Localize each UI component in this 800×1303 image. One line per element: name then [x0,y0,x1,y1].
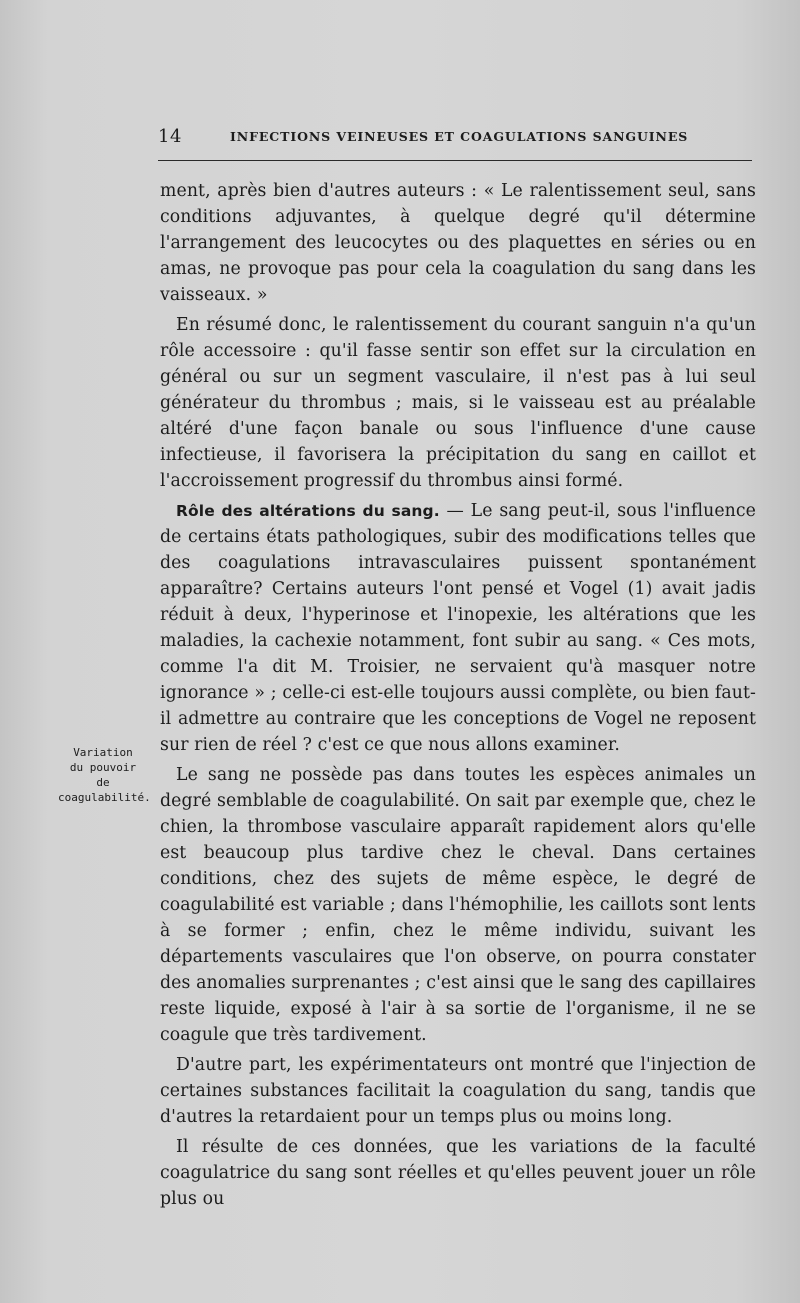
page-number: 14 [158,126,183,147]
paragraph-2: En résumé donc, le ralentissement du courant sanguin n'a qu'un rôle accessoire : qu'il fasse sentir son effet sur la circulation en général ou sur un segment vasculaire, il n'est pas à lui seul générateur du thrombus ; mais, si le vaisseau est au préalable altéré d'une façon banale ou sous l'influence d'une cause infectieuse, il favorisera la précipitation du sang en caillot et l'accroissement progressif du thrombus ainsi formé. [160,315,756,491]
section-heading: Rôle des altérations du sang. [176,502,440,520]
paragraph-4: Le sang ne possède pas dans toutes les espèces animales un degré semblable de coagulabilité. On sait par exemple que, chez le chien, la thrombose vasculaire apparaît rapidement alors qu'elle est beaucoup plus tardive chez le cheval. Dans certaines conditions, chez des sujets de même espèce, le degré de coagulabilité est variable ; dans l'hémophilie, les caillots sont lents à se former ; enfin, chez le même individu, suivant les départements vasculaires que l'on observe, on pourra constater des anomalies surprenantes ; c'est ainsi que le sang des capillaires reste liquide, exposé à l'air à sa sortie de l'organisme, il ne se coagule que très tardivement. [160,765,756,1045]
paragraph-5: D'autre part, les expérimentateurs ont montré que l'injection de certaines substances facilitait la coagulation du sang, tandis que d'autres la retardaient pour un temps plus ou moins long. [160,1055,756,1127]
running-title: INFECTIONS VEINEUSES ET COAGULATIONS SANGUINES [230,129,689,144]
margin-note-line: Variation [73,746,133,759]
header-rule [158,160,752,161]
running-head [158,126,758,148]
body-text [160,178,756,1216]
paragraph-6: Il résulte de ces données, que les variations de la faculté coagulatrice du sang sont réelles et qu'elles peuvent jouer un rôle plus ou [160,1137,756,1209]
paragraph-1: ment, après bien d'autres auteurs : « Le ralentissement seul, sans conditions adjuvantes, à quelque degré qu'il détermine l'arrangement des leucocytes ou des plaquettes en séries ou en amas, ne provoque pas pour cela la coagulation du sang dans les vaisseaux. » [160,181,756,305]
paragraph-3 [160,498,756,758]
margin-note-line: du pouvoir [69,761,137,774]
margin-note [58,745,151,805]
margin-note-line: de [96,776,110,789]
paragraph-3-text: — Le sang peut-il, sous l'influence de certains états pathologiques, subir des modifications telles que des coagulations intravasculaires puissent spontanément apparaître? Certains auteurs l'ont pensé et Vogel (1) avait jadis réduit à deux, l'hyperinose et l'inopexie, les altérations que les maladies, la cachexie notamment, font subir au sang. « Ces mots, comme l'a dit M. Troisier, ne servaient qu'à masquer notre ignorance » ; celle-ci est-elle toujours aussi complète, ou bien faut-il admettre au contraire que les conceptions de Vogel ne reposent sur rien de réel ? c'est ce que nous allons examiner. [160,501,756,755]
margin-note-line: coagulabilité. [58,791,151,804]
